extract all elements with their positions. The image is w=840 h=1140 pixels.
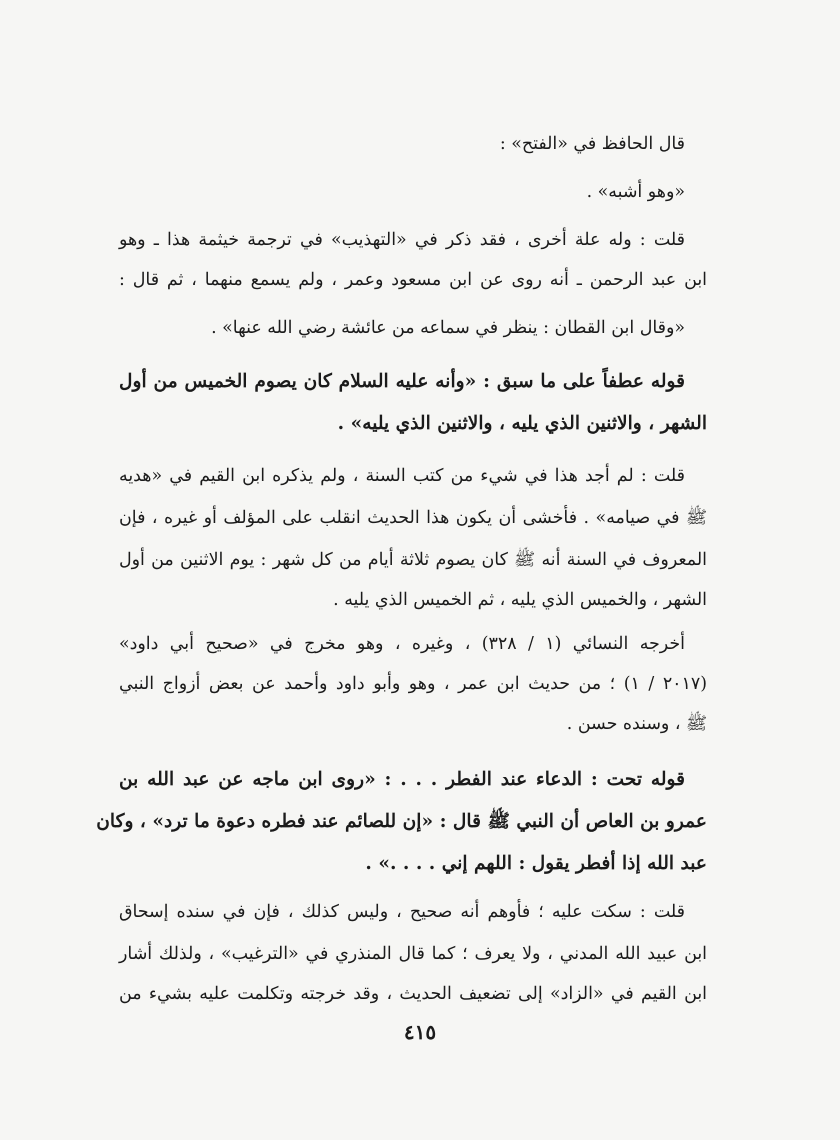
text-line: «وهو أشبه» . (586, 182, 685, 202)
text-line: قلت : سكت عليه ؛ فأوهم أنه صحيح ، وليس كذلك ، فإن في سنده إسحاق (119, 902, 685, 922)
footnote-line: أخرجه النسائي (١ / ٣٢٨) ، وغيره ، وهو مخرج في «صحيح أبي داود» (119, 634, 685, 654)
text-line: ﷺ في صيامه» . فأخشى أن يكون هذا الحديث انقلب على المؤلف أو غيره ، فإن (119, 508, 707, 528)
heading-line: قوله عطفاً على ما سبق : «وأنه عليه السلام كان يصوم الخميس من أول (119, 371, 685, 392)
text-line: الشهر ، والخميس الذي يليه ، ثم الخميس الذي يليه . (333, 590, 707, 610)
text-line: ابن عبد الرحمن ـ أنه روى عن ابن مسعود وعمر ، ولم يسمع منهما ، ثم قال : (119, 270, 707, 290)
page-number: ٤١٥ (403, 1020, 437, 1044)
text-line: «وقال ابن القطان : ينظر في سماعه من عائشة رضي الله عنها» . (211, 318, 685, 338)
heading-line: الشهر ، والاثنين الذي يليه ، والاثنين الذي يليه» . (337, 413, 707, 434)
text-line: قال الحافظ في «الفتح» : (499, 134, 685, 154)
text-line: ابن عبيد الله المدني ، ولا يعرف ؛ كما قال المنذري في «الترغيب» ، ولذلك أشار (119, 944, 707, 964)
heading-line: عبد الله إذا أفطر يقول : اللهم إني . . . .» . (365, 853, 707, 874)
heading-line: قوله تحت : الدعاء عند الفطر . . . : «روى ابن ماجه عن عبد الله بن (119, 769, 685, 790)
text-line: المعروف في السنة أنه ﷺ كان يصوم ثلاثة أيام من كل شهر : يوم الاثنين من أول (119, 550, 707, 570)
heading-line: عمرو بن العاص أن النبي ﷺ قال : «إن للصائم عند فطره دعوة ما ترد» ، وكان (96, 811, 707, 832)
text-line: ابن القيم في «الزاد» إلى تضعيف الحديث ، وقد خرجته وتكلمت عليه بشيء من (119, 984, 707, 1004)
footnote-line: ﷺ ، وسنده حسن . (566, 714, 707, 734)
footnote-line: (٢٠١٧ / ١) ؛ من حديث ابن عمر ، وهو وأبو داود وأحمد عن بعض أزواج النبي (119, 674, 707, 694)
text-line: قلت : لم أجد هذا في شيء من كتب السنة ، ولم يذكره ابن القيم في «هديه (119, 466, 685, 486)
text-line: قلت : وله علة أخرى ، فقد ذكر في «التهذيب» في ترجمة خيثمة هذا ـ وهو (119, 230, 685, 250)
